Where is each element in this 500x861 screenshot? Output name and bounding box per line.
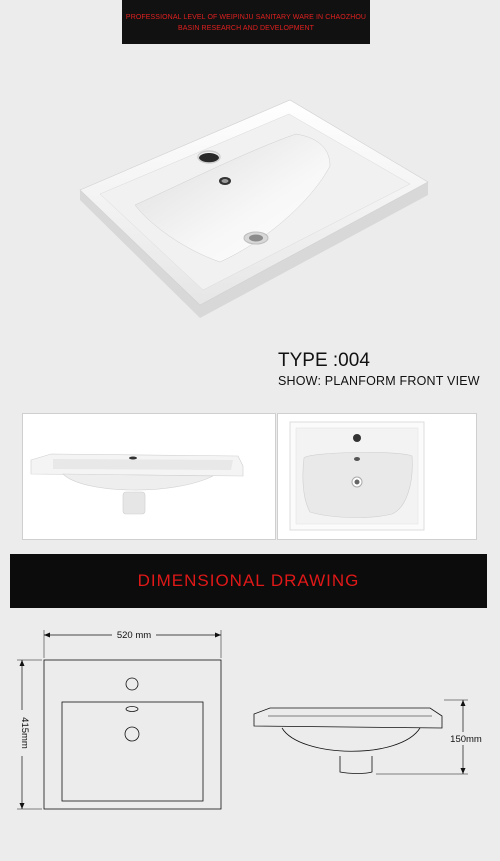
dimensional-drawing-header: DIMENSIONAL DRAWING (10, 554, 487, 608)
product-type-label: TYPE :004 (278, 350, 370, 371)
side-view-panel (22, 413, 276, 540)
height-dimension-label: 150mm (450, 734, 482, 745)
banner-line-2: BASIN RESEARCH AND DEVELOPMENT (177, 25, 315, 32)
product-view-label: SHOW: PLANFORM FRONT VIEW (278, 374, 480, 388)
top-view-panel (277, 413, 477, 540)
banner-line-1: PROFESSIONAL LEVEL OF WEIPINJU SANITARY WARE IN CHAOZHOU (125, 14, 367, 21)
hero-basin-image (0, 0, 500, 400)
dimension-drawing (0, 612, 500, 861)
width-dimension-label: 520 mm (116, 630, 152, 641)
side-view-basin-image (23, 414, 275, 539)
depth-dimension-label: 415mm (19, 717, 30, 749)
top-view-basin-image (278, 414, 476, 539)
